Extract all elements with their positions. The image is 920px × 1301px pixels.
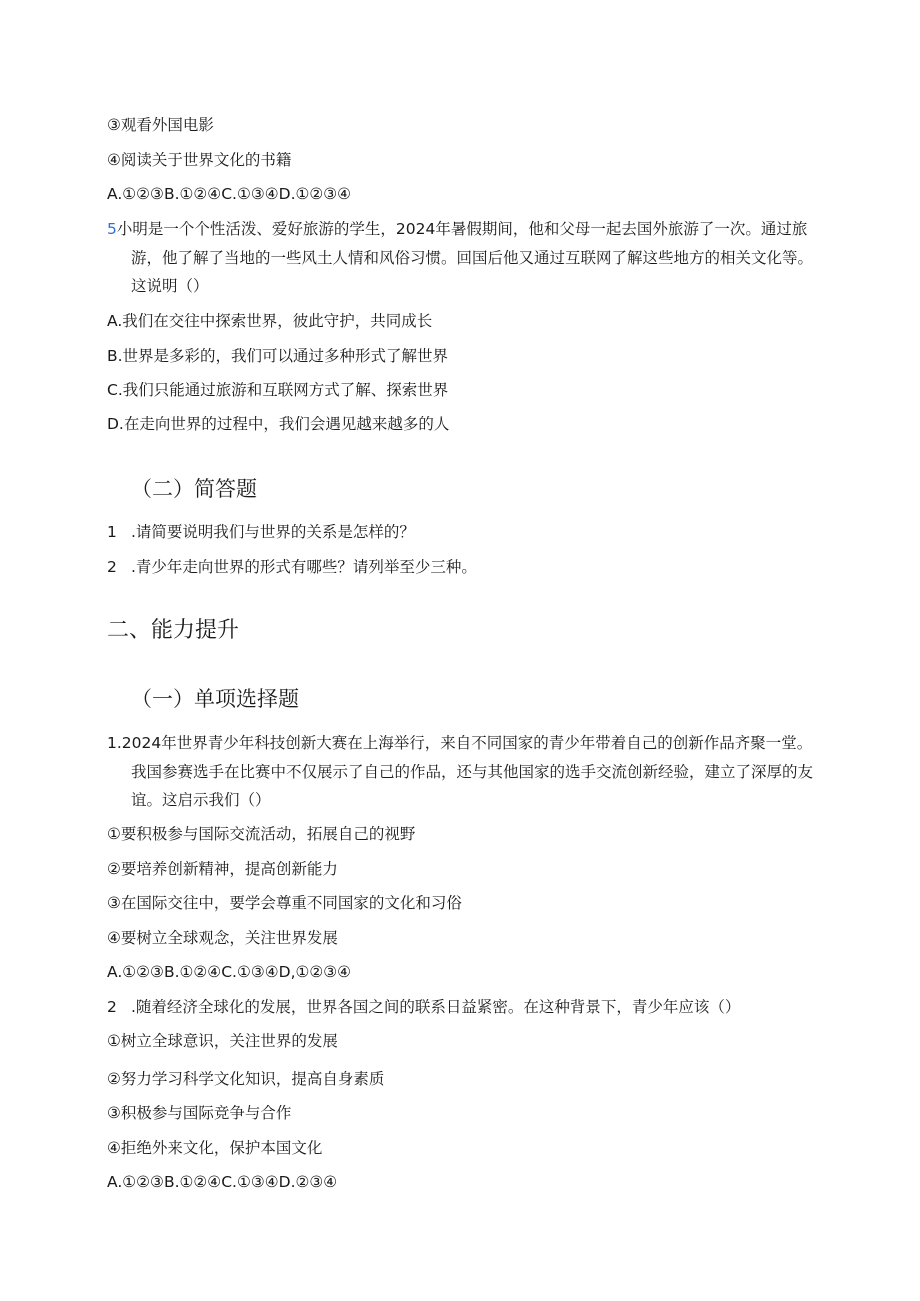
- answer-choices: A.①②③B.①②④C.①③④D,①②③④: [107, 963, 352, 981]
- option-3: ③观看外国电影: [107, 116, 214, 134]
- short-answer-question-1: 1 .请简要说明我们与世界的关系是怎样的？: [107, 523, 415, 541]
- question-5-line-1: 5小明是一个个性活泼、爱好旅游的学生，2024年暑假期间，他和父母一起去国外旅游了一次。通过旅: [107, 220, 808, 238]
- question-1-line-3: 谊。这启示我们（）: [131, 791, 271, 809]
- question-2: 2 .随着经济全球化的发展，世界各国之间的联系日益紧密。在这种背景下，青少年应该（）: [107, 998, 741, 1016]
- option-2: ②要培养创新精神，提高创新能力: [107, 860, 338, 878]
- option-b: B.世界是多彩的，我们可以通过多种形式了解世界: [107, 347, 449, 365]
- option-2: ②努力学习科学文化知识，提高自身素质: [107, 1070, 385, 1088]
- question-5-line-3: 这说明（）: [131, 277, 209, 295]
- answer-choices: A.①②③B.①②④C.①③④D.②③④: [107, 1173, 338, 1191]
- answer-choices: A.①②③B.①②④C.①③④D.①②③④: [107, 185, 352, 203]
- option-4: ④拒绝外来文化，保护本国文化: [107, 1139, 323, 1157]
- option-a: A.我们在交往中探索世界，彼此守护，共同成长: [107, 312, 433, 330]
- option-4: ④阅读关于世界文化的书籍: [107, 151, 292, 169]
- option-1: ①树立全球意识，关注世界的发展: [107, 1032, 338, 1050]
- option-3: ③在国际交往中，要学会尊重不同国家的文化和习俗: [107, 894, 462, 912]
- option-c: C.我们只能通过旅游和互联网方式了解、探索世界: [107, 381, 449, 399]
- section-heading-ability: 二、能力提升: [107, 618, 240, 643]
- option-4: ④要树立全球观念，关注世界发展: [107, 929, 338, 947]
- option-1: ①要积极参与国际交流活动，拓展自己的视野: [107, 825, 416, 843]
- question-1-line-2: 我国参赛选手在比赛中不仅展示了自己的作品，还与其他国家的选手交流创新经验，建立了深厚的友: [131, 763, 814, 781]
- section-heading-single-choice: （一）单项选择题: [131, 687, 299, 711]
- short-answer-question-2: 2 .青少年走向世界的形式有哪些？请列举至少三种。: [107, 558, 477, 576]
- section-heading-short-answer: （二）简答题: [131, 477, 257, 501]
- question-1-line-1: 1.2024年世界青少年科技创新大赛在上海举行，来自不同国家的青少年带着自己的创新作品齐聚一堂。: [107, 734, 813, 752]
- option-d: D.在走向世界的过程中，我们会遇见越来越多的人: [107, 415, 450, 433]
- question-5-line-2: 游，他了解了当地的一些风土人情和风俗习惯。回国后他又通过互联网了解这些地方的相关文化等。: [131, 249, 814, 267]
- option-3: ③积极参与国际竞争与合作: [107, 1104, 292, 1122]
- question-number: 5: [107, 220, 117, 238]
